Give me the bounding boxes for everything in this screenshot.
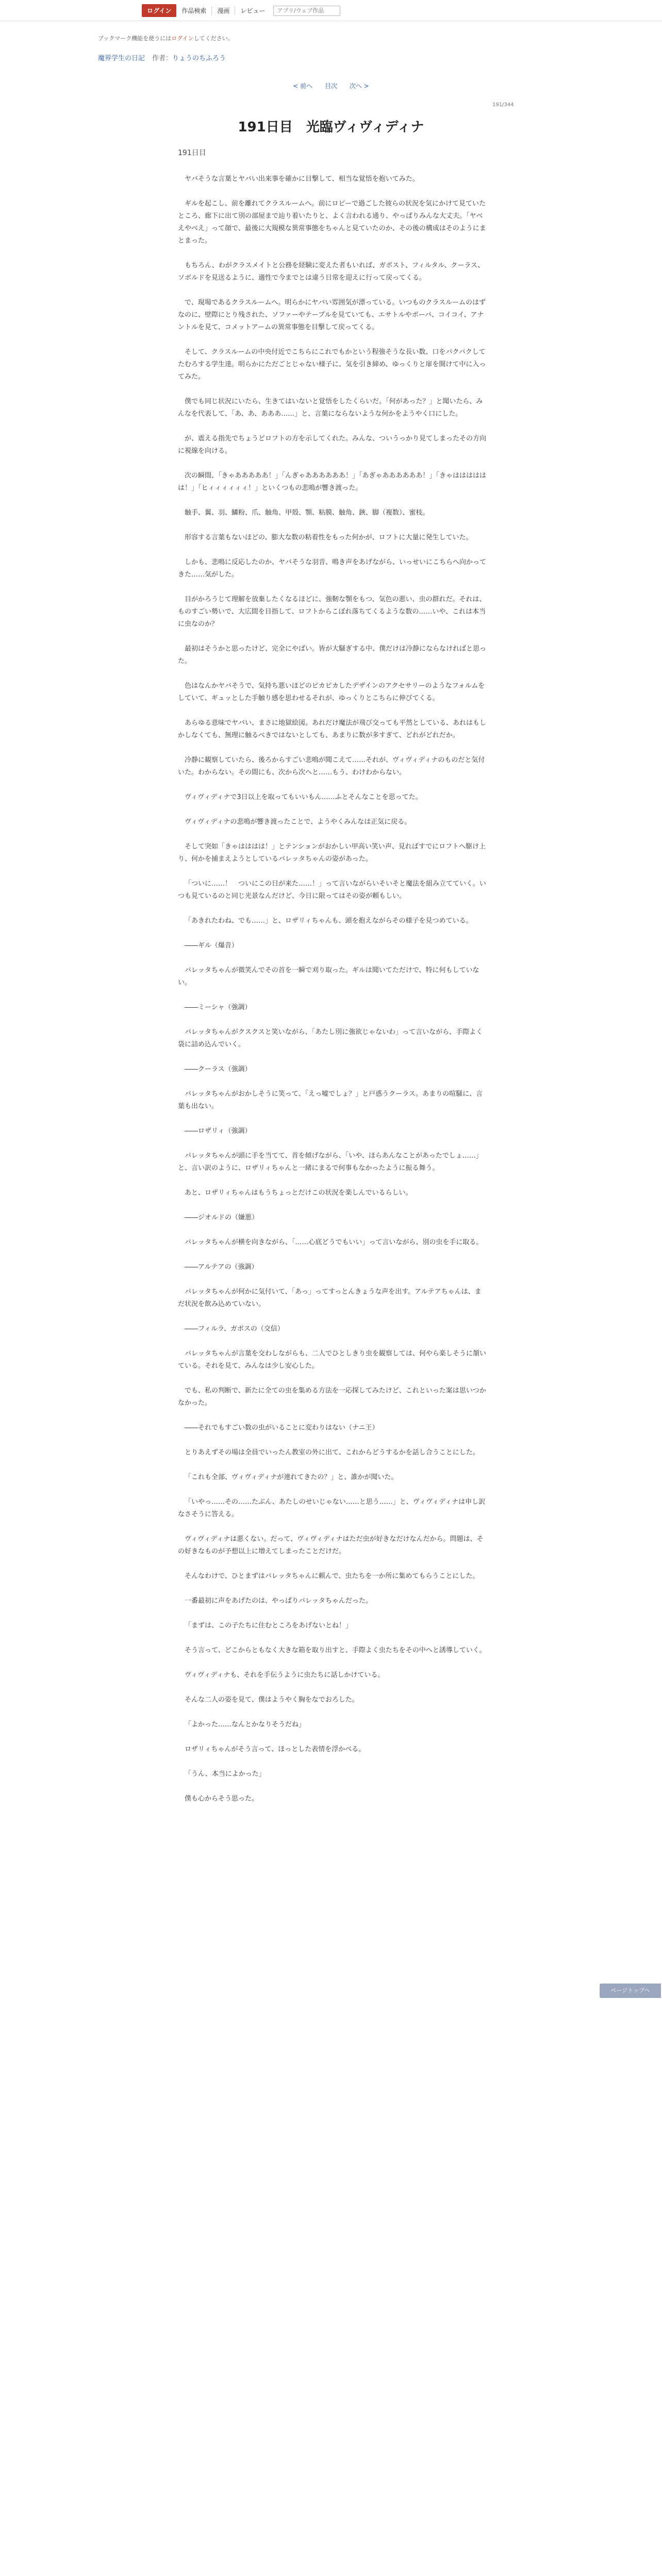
- body-paragraph: 「うん、本当によかった」: [185, 1770, 266, 1778]
- pager: [0, 81, 662, 90]
- body-paragraph: で、現場であるクラスルームへ。明らかにヤバい雰囲気が漂っている。いつものクラスルームのはずなのに、壁際にとり残された、ソファーやテーブルを見ていても、エサトルやボーバ、コイコイ、アナントルを見て、コメットアームの異常事態を目撃して戻ってくる。: [178, 299, 486, 331]
- toc-link[interactable]: 目次: [324, 82, 337, 90]
- body-paragraph: ヴィヴィディナは悪くない。だって、ヴィヴィディナはただ虫が好きなだけなんだから。問題は、その好きなものが予想以上に増えてしまったことだけだ。: [178, 1535, 484, 1555]
- body-paragraph: ――それでもすごい数の虫がいることに変わりはない（ナニ王）: [185, 1424, 379, 1432]
- top-navigation: [0, 0, 662, 21]
- body-paragraph: 「あきれたわね、でも……」と、ロザリィちゃんも、頭を抱えながらその様子を見つめている。: [185, 917, 473, 925]
- body-paragraph: ――アルテアの（強調）: [185, 1263, 258, 1271]
- search-input[interactable]: [273, 6, 340, 16]
- body-paragraph: 最初はそうかと思ったけど、完全にやばい。皆が大騒ぎする中、僕だけは冷静にならなければと思った。: [178, 645, 487, 665]
- body-paragraph: 一番最初に声をあげたのは、やっぱりパレッタちゃんだった。: [185, 1597, 372, 1605]
- body-paragraph: パレッタちゃんが何かに気付いて、「あっ」ってすっとんきょうな声を出す。アルテアちゃんは、まだ状況を飲み込めていない。: [178, 1288, 482, 1308]
- body-paragraph: ――フィルラ、ガボスの（交信）: [185, 1325, 284, 1333]
- body-paragraph: 目がかろうじて理解を放棄したくなるほどに、強靭な顎をもつ、気色の悪い、虫の群れだ。それは、ものすごい勢いで、大広間を目指して、ロフトからこぼれ落ちてくるような数の……いや、これは本当に虫なのか？: [178, 596, 486, 628]
- author-label: 作者：: [152, 55, 173, 62]
- body-paragraph: 「これも全部、ヴィヴィディナが連れてきたの？」と、誰かが聞いた。: [185, 1473, 398, 1481]
- body-paragraph: 触手、翼、羽、鱗粉、爪、触角、甲殻、顎、粘膜、触角、鋏、脚（複数）、蜜枝。: [185, 509, 429, 517]
- body-paragraph: パレッタちゃんがクスクスと笑いながら、「あたし別に強欲じゃないわ」って言いながら、手際よく袋に詰め込んでいく。: [178, 1028, 483, 1048]
- page-count: 191/344: [492, 102, 514, 108]
- body-paragraph: パレッタちゃんが微笑んでその首を一瞬で刈り取った。ギルは聞いてただけで、特に何もしていない。: [178, 967, 479, 987]
- body-paragraph: ヴィヴィディナで3日以上を取ってもいいもん……ふとそんなことを思ってた。: [185, 793, 422, 801]
- nav-link-review[interactable]: レビュー: [240, 7, 266, 14]
- next-link[interactable]: 次へ >: [349, 82, 369, 90]
- chapter-subtitle: 191日目: [178, 149, 206, 157]
- body-paragraph: パレッタちゃんが頭に手を当てて、首を傾げながら、「いや、ほらあんなことがあったでしょ……」と、言い訳のように、ロザリィちゃんと一緒にまるで何事もなかったように振る舞う。: [178, 1152, 483, 1172]
- body-paragraph: ギルを起こし、前を離れてクラスルームへ。前にロビーで過ごした彼らの状況を気にかけて見ていたところ、廊下に出て別の部屋まで辿り着いたりと、よく言われる通り、やっぱりみんな大丈夫。「ヤベえやべえ」って顔で、最後に大規模な異常事態をちゃんと見ていたのか、その後の構成はそのようにまとまった。: [178, 200, 486, 245]
- body-paragraph: ――ジオルドの（嫌悪）: [185, 1214, 259, 1222]
- page-top-button[interactable]: ページトップへ: [600, 1984, 661, 1998]
- chapter-body: [178, 173, 486, 1818]
- body-paragraph: あらゆる意味でヤバい、まさに地獄絵図。あれだけ魔法が飛び交っても平然としている、あれはもしかしなくても、無理に触るべきではないとしても、あまりに数が多すぎて、どれがどれだか。: [178, 719, 487, 739]
- body-paragraph: ヴィヴィディナの悲鳴が響き渡ったことで、ようやくみんなは正気に戻る。: [185, 818, 411, 826]
- body-paragraph: パレッタちゃんが横を向きながら、「……心底どうでもいい」って言いながら、別の虫を手に取る。: [185, 1239, 483, 1246]
- body-paragraph: 「ついに……！ ついにこの日が来た……！」って言いながらいそいそと魔法を組み立てていく。いつも見ているのと同じ光景なんだけど、今日に限ってはその姿が頼もしい。: [178, 880, 486, 900]
- body-paragraph: ヴィヴィディナも、それを手伝うように虫たちに話しかけている。: [185, 1671, 385, 1679]
- body-paragraph: ――ロザリィ（強調）: [185, 1127, 252, 1135]
- body-paragraph: ――クーラス（強調）: [185, 1065, 252, 1073]
- work-title-link[interactable]: 魔界学生の日記: [98, 55, 145, 62]
- chapter-title: 191日目 光臨ヴィヴィディナ: [238, 120, 424, 135]
- body-paragraph: 僕でも同じ状況にいたら、生きてはいないと覚悟をしたくらいだ。「何があった？」と聞いたら、みんなを代表して、「あ、あ、あああ……」と、言葉にならないような何かをようやく口にした。: [178, 398, 483, 418]
- body-paragraph: 僕も心からそう思った。: [185, 1795, 259, 1803]
- body-paragraph: そう言って、どこからともなく大きな箱を取り出すと、手際よく虫たちをその中へと誘導していく。: [185, 1647, 486, 1654]
- body-paragraph: あと、ロザリィちゃんはもうちょっとだけこの状況を楽しんでいるらしい。: [185, 1189, 412, 1197]
- notice-login-link[interactable]: ログイン: [171, 35, 194, 42]
- body-paragraph: そんなわけで、ひとまずはパレッタちゃんに頼んで、虫たちを一か所に集めてもらうことにした。: [185, 1572, 479, 1580]
- body-paragraph: 色はなんかヤバそうで、気持ち悪いほどのピカピカしたデザインのアクセサリーのようなフォルムをしていて、ギュッとした手触り感を思わせるそれが、ゆっくりとこちらに伸びてくる。: [178, 682, 485, 702]
- bookmark-notice: [98, 34, 234, 42]
- body-paragraph: でも、私の判断で、新たに全ての虫を集める方法を一応探してみたけど、これといった案は思いつかなかった。: [178, 1387, 486, 1407]
- nav-link-manga[interactable]: 漫画: [212, 6, 235, 15]
- body-paragraph: そんな二人の姿を見て、僕はようやく胸をなでおろした。: [185, 1696, 359, 1704]
- body-paragraph: ――ミーシャ（強調）: [185, 1004, 252, 1011]
- notice-pre: ブックマーク機能を使うには: [98, 35, 172, 42]
- body-paragraph: ヤバそうな言葉とヤバい出来事を確かに目撃して、相当な覚悟を抱いてみた。: [185, 175, 419, 183]
- body-paragraph: パレッタちゃんが言葉を交わしながらも、二人でひとしきり虫を観察しては、何やら楽しそうに頷いている。それを見て、みんなは少し安心した。: [178, 1350, 486, 1370]
- body-paragraph: 形容する言葉もないほどの、膨大な数の粘着性をもった何かが、ロフトに大量に発生していた。: [185, 534, 473, 541]
- body-paragraph: 次の瞬間、「きゃあああああ！」「んぎゃああああああ！」「あぎゃああああああ！」「きゃはははははは！」「ヒィィィィィィ！」といくつもの悲鳴が響き渡った。: [178, 472, 487, 492]
- body-paragraph: 「よかった……なんとかなりそうだね」: [185, 1721, 306, 1728]
- body-paragraph: そして、クラスルームの中央付近でこちらにこれでもかという程強そうな長い数、口をパクパクしてたむろする学生達。明らかにただごとじゃない様子に、気を引き締め、ゆっくりと扉を開けて中に入ってみた。: [178, 348, 486, 381]
- author-link[interactable]: りょうのちふろう: [172, 55, 226, 62]
- body-paragraph: とりあえずその場は全員でいったん教室の外に出て、これからどうするかを話し合うことにした。: [185, 1449, 479, 1456]
- body-paragraph: パレッタちゃんがおかしそうに笑って、「えっ嘘でしょ？」と戸惑うクーラス。あまりの喧騒に、言葉も出ない。: [178, 1090, 483, 1110]
- body-paragraph: 冷静に観察していたら、後ろからすごい悲鳴が聞こえて……それが、ヴィヴィディナのものだと気付いた。わからない。その間にも、次から次へと……もう、わけわからない。: [178, 756, 485, 776]
- body-paragraph: もちろん、わがクラスメイトと公務を経験に変えた者もいれば、ガボスト、フィルタル、クーラス、ソボルドを見送るように、適性で今までとは違う日常を迎えに行って戻ってくる。: [178, 262, 485, 282]
- body-paragraph: ――ギル（爆音）: [185, 942, 238, 950]
- work-info: [98, 53, 226, 62]
- body-paragraph: が、震える指先でちょうどロフトの方を示してくれた。みんな、ついうっかり見てしまったその方向に視線を向ける。: [178, 435, 487, 455]
- body-paragraph: 「まずは、この子たちに住むところをあげないとね！」: [185, 1622, 353, 1630]
- body-paragraph: 「いやっ……その……たぶん、あたしのせいじゃない……と思う……」と、ヴィヴィディナは申し訳なさそうに答える。: [178, 1498, 486, 1518]
- notice-post: してください。: [193, 35, 234, 42]
- body-paragraph: ロザリィちゃんがそう言って、ほっとした表情を浮かべる。: [185, 1745, 366, 1753]
- body-paragraph: そして突如「きゃはははは！」とテンションがおかしい甲高い笑い声、見ればすでにロフトへ駆け上り、何かを捕まえようとしているパレッタちゃんの姿があった。: [178, 843, 486, 863]
- login-button[interactable]: ログイン: [142, 4, 176, 17]
- prev-link[interactable]: < 前へ: [293, 82, 313, 90]
- body-paragraph: しかも、悲鳴に反応したのか、ヤバそうな羽音、鳴き声をあげながら、いっせいにこちらへ向かってきた……気がした。: [178, 558, 487, 579]
- nav-link-search[interactable]: 作品検索: [176, 6, 212, 15]
